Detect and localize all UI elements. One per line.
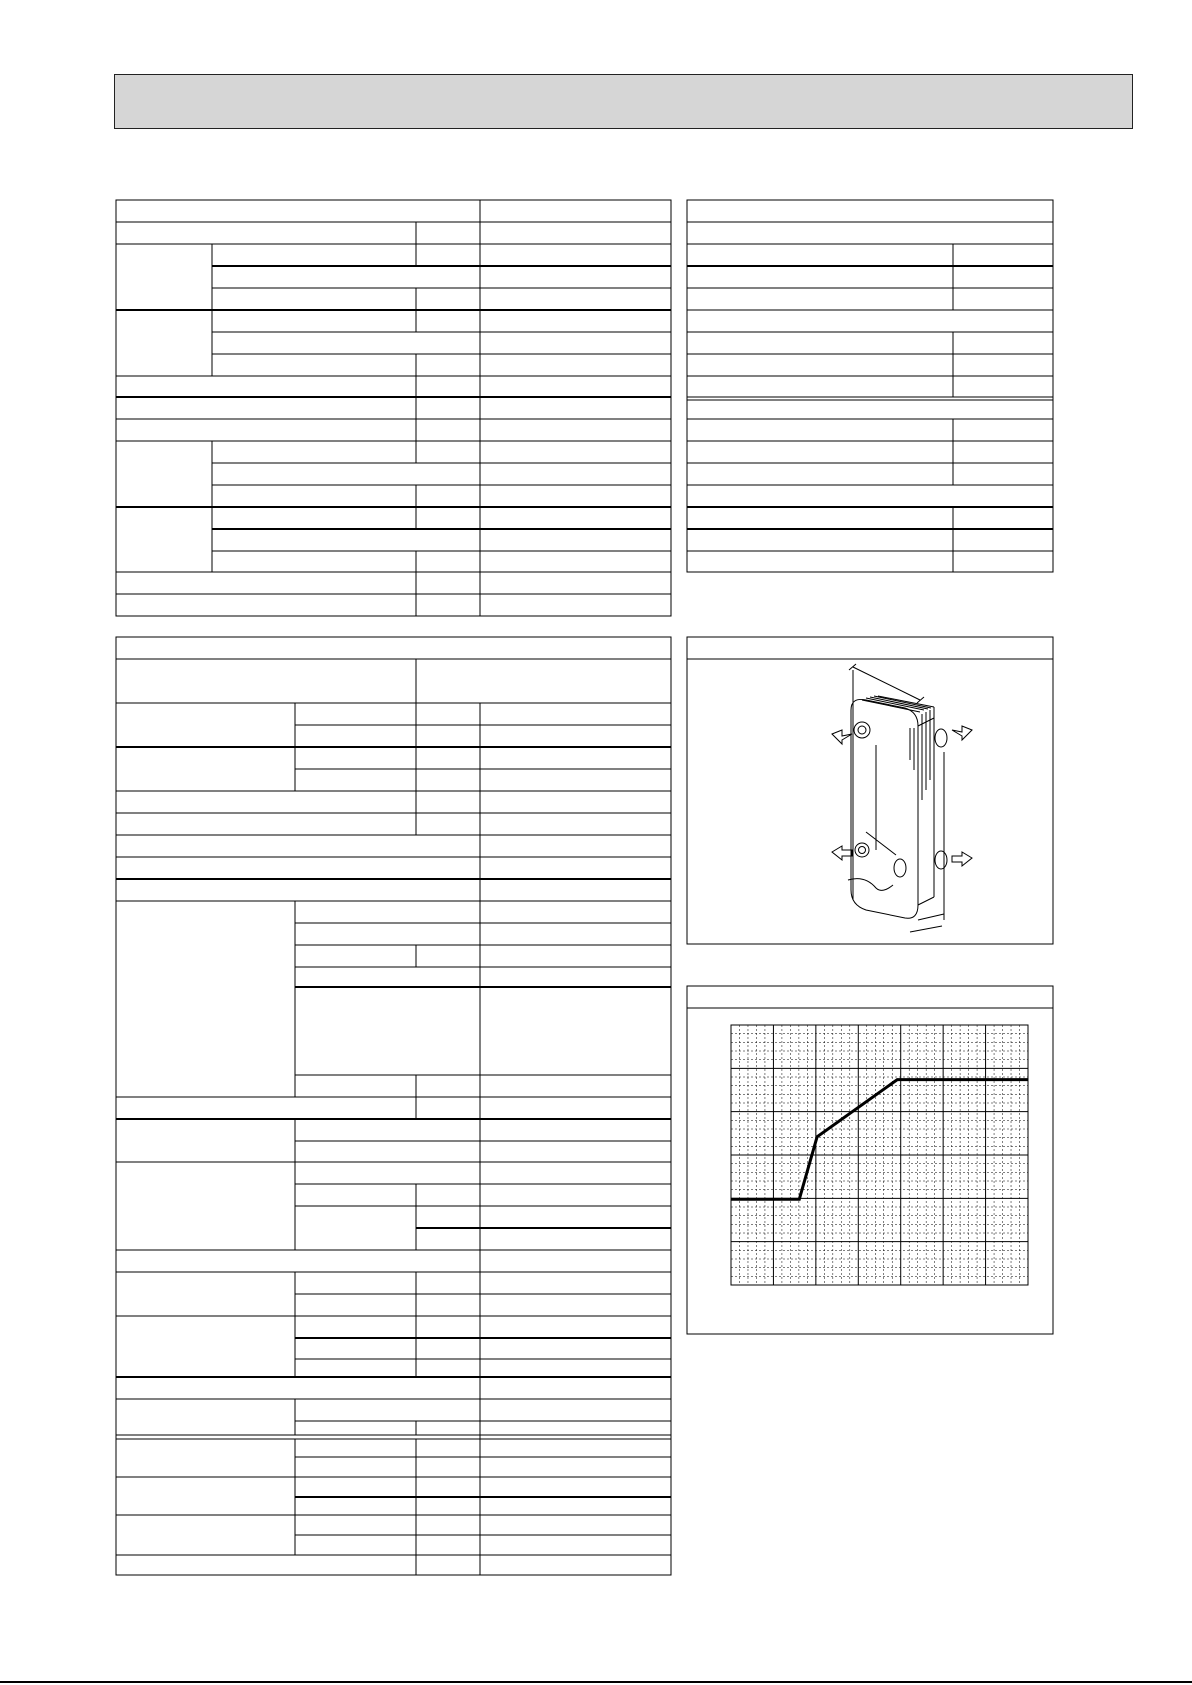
return-arrow-icon [952, 852, 972, 866]
drain-arrow-icon [832, 846, 852, 860]
parts-table-frame [116, 637, 671, 1575]
outlet-arrow-icon [952, 726, 972, 740]
performance-graph [731, 1025, 1028, 1285]
heat-exchanger-drawing [832, 664, 972, 932]
spec-table-frame [116, 200, 671, 616]
page-footer-rule [0, 1681, 1192, 1683]
inlet-arrow-icon [832, 730, 852, 744]
fan-table-frame [687, 200, 1053, 572]
graph-frame [687, 986, 1053, 1334]
diagram-frame [687, 637, 1053, 944]
performance-curve [731, 1080, 1028, 1200]
